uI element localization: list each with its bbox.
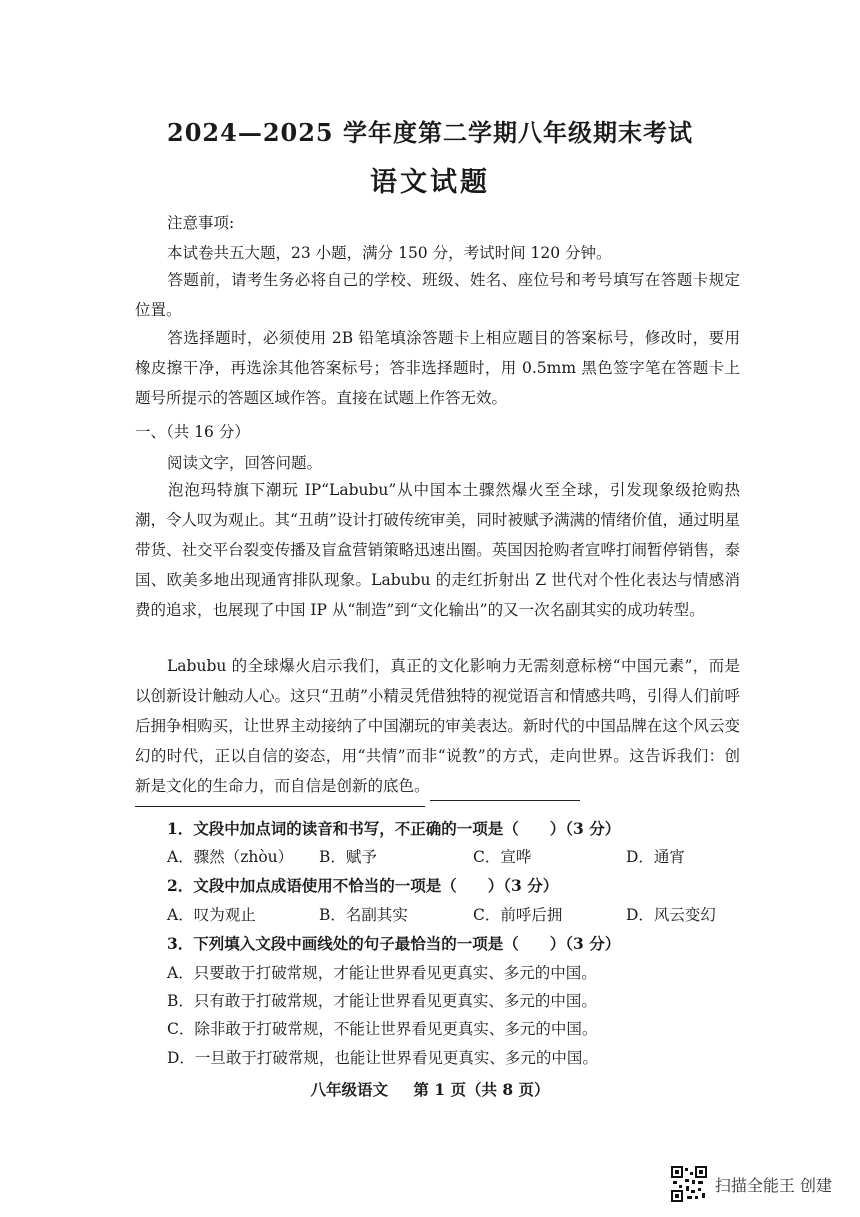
question-1-option-c: C．宣哗 bbox=[473, 848, 532, 866]
passage-paragraph-2 bbox=[135, 651, 740, 801]
scanner-watermark bbox=[671, 1166, 832, 1202]
question-1-option-b: B．赋予 bbox=[319, 848, 377, 866]
qr-code-icon bbox=[671, 1166, 707, 1202]
page-footer bbox=[0, 1078, 860, 1100]
notice-line-1: 本试卷共五大题，23 小题，满分 150 分，考试时间 120 分钟。 bbox=[167, 244, 612, 262]
question-3-option-c: C．除非敢于打破常规，不能让世界看见更真实、多元的中国。 bbox=[167, 1020, 598, 1038]
question-3-option-d: D．一旦敢于打破常规，也能让世界看见更真实、多元的中国。 bbox=[167, 1049, 598, 1067]
question-1-option-a: A．骤然（zhòu） bbox=[167, 848, 294, 866]
question-3-option-a: A．只要敢于打破常规，才能让世界看见更真实、多元的中国。 bbox=[167, 964, 597, 982]
exam-title: 2024—2025 学年度第二学期八年级期末考试 bbox=[167, 118, 693, 147]
question-3-stem: 3．下列填入文段中画线处的句子最恰当的一项是（ ）（3 分） bbox=[167, 934, 621, 953]
question-2-option-b: B．名副其实 bbox=[319, 906, 408, 924]
answer-blank-continuation bbox=[135, 806, 425, 807]
question-2-option-d: D．风云变幻 bbox=[626, 906, 716, 924]
question-3-option-b: B．只有敢于打破常规，才能让世界看见更真实、多元的中国。 bbox=[167, 992, 597, 1010]
answer-blank-line bbox=[430, 782, 580, 801]
footer-page-number: 第 1 页（共 8 页） bbox=[413, 1080, 550, 1099]
section-instruction: 阅读文字，回答问题。 bbox=[167, 454, 323, 472]
scanner-label: 扫描全能王 创建 bbox=[714, 1175, 832, 1195]
notice-heading: 注意事项: bbox=[167, 214, 235, 232]
question-2-option-a: A．叹为观止 bbox=[167, 906, 256, 924]
notice-line-2 bbox=[135, 265, 740, 325]
passage-paragraph-2-text: Labubu 的全球爆火启示我们，真正的文化影响力无需刻意标榜“中国元素”，而是以创新设计触动人心。这只“丑萌”小精灵凭借独特的视觉语言和情感共鸣，引得人们前呼后拥争相购买，让世界主动接纳了中国潮玩的审美表达。新时代的中国品牌在这个风云变幻的时代，正以自信的姿态，用“共情”而非“说教”的方式，走向世界。这告诉我们：创新是文化的生命力，而自信是创新的底色。 bbox=[135, 657, 740, 795]
question-1-stem: 1．文段中加点词的读音和书写，不正确的一项是（ ）（3 分） bbox=[167, 819, 621, 838]
passage-paragraph-1 bbox=[135, 475, 740, 625]
question-2-option-c: C．前呼后拥 bbox=[473, 906, 563, 924]
notice-line-3 bbox=[135, 323, 740, 413]
section-heading: 一、（共 16 分） bbox=[135, 423, 250, 441]
notice-line-2-text: 答题前，请考生务必将自己的学校、班级、姓名、座位号和考号填写在答题卡规定位置。 bbox=[135, 271, 740, 319]
question-2-stem: 2．文段中加点成语使用不恰当的一项是（ ）（3 分） bbox=[167, 876, 559, 895]
exam-subtitle: 语文试题 bbox=[370, 167, 490, 198]
question-1-option-d: D．通宵 bbox=[626, 848, 685, 866]
notice-line-3-text: 答选择题时，必须使用 2B 铅笔填涂答题卡上相应题目的答案标号，修改时，要用橡皮擦干净，再选涂其他答案标号；答非选择题时，用 0.5mm 黑色签字笔在答题卡上题号所提示的答题区域作答。直接在试题上作答无效。 bbox=[135, 329, 740, 407]
footer-subject: 八年级语文 bbox=[310, 1080, 388, 1099]
passage-paragraph-1-text: 泡泡玛特旗下潮玩 IP“Labubu”从中国本土骤然爆火至全球，引发现象级抢购热潮，令人叹为观止。其“丑萌”设计打破传统审美，同时被赋予满满的情绪价值，通过明星带货、社交平台裂变传播及盲盒营销策略迅速出圈。英国因抢购者宣哗打闹暂停销售，泰国、欧美多地出现通宵排队现象。Labubu 的走红折射出 Z 世代对个性化表达与情感消费的追求，也展现了中国 IP 从“制造”到“文化输出”的又一次名副其实的成功转型。 bbox=[135, 481, 740, 619]
